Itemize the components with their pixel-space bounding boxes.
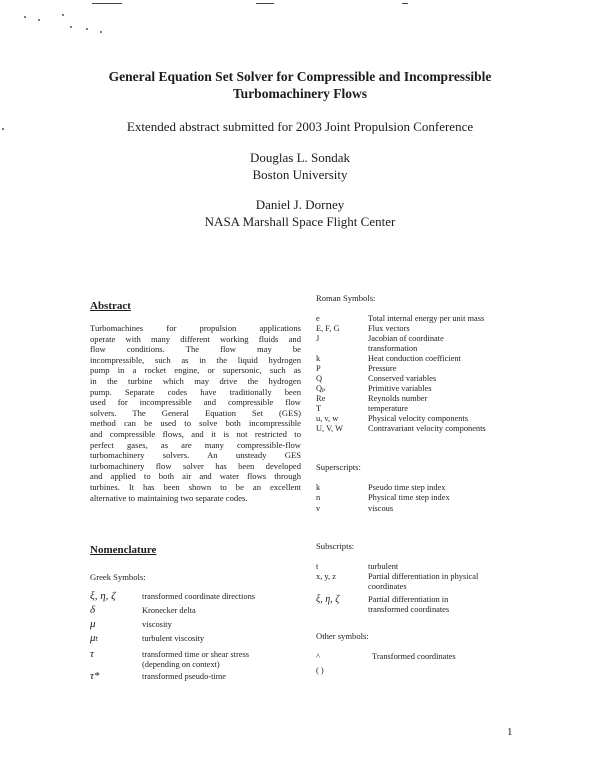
symbol: t	[316, 562, 319, 571]
definition-line: Kronecker delta	[142, 606, 196, 615]
symbol-definition	[368, 483, 445, 493]
abstract-line: in the turbine which may drive the hydrogen	[90, 375, 301, 386]
symbol-definition	[368, 314, 484, 324]
abstract-line: used for incompressible and compressible flow	[90, 397, 301, 408]
symbol-definition	[142, 592, 255, 602]
superscripts-list	[316, 483, 542, 523]
definition-line: transformation	[368, 343, 418, 353]
definition-line: Physical time step index	[368, 493, 450, 502]
definition-line: Pseudo time step index	[368, 483, 446, 492]
symbol: τ*	[90, 670, 100, 682]
abstract-heading: Abstract	[90, 300, 131, 312]
symbol-definition	[368, 394, 427, 404]
abstract-line: turbomachinery flow solver has been developed	[90, 460, 301, 471]
symbol-definition	[142, 620, 172, 630]
abstract-line: pump. Separate codes have traditionally been	[90, 386, 301, 397]
scan-artifact	[256, 3, 274, 4]
symbol-definition	[368, 364, 396, 374]
symbol-definition	[368, 504, 393, 514]
definition-line: Flux vectors	[368, 324, 410, 333]
symbol: ξ, η, ζ	[316, 594, 340, 605]
page-number: 1	[507, 726, 513, 738]
symbol: P	[316, 364, 321, 373]
abstract-line: turbines. It has been shown to be an excellent	[90, 481, 301, 492]
author-name: Douglas L. Sondak	[249, 150, 351, 165]
symbol: e	[316, 314, 320, 323]
title-line-2: Turbomachinery Flows	[232, 86, 368, 101]
symbol: x, y, z	[316, 572, 336, 581]
symbol: U, V, W	[316, 424, 343, 433]
scan-speck	[100, 31, 102, 33]
greek-symbols-list	[90, 592, 310, 732]
definition-line: transformed time or shear stress	[142, 650, 249, 659]
symbol-definition	[142, 606, 196, 616]
symbol-definition	[142, 650, 249, 669]
definition-line: Transformed coordinates	[372, 652, 456, 661]
author-name: Daniel J. Dorney	[255, 197, 345, 212]
symbol-definition	[372, 652, 456, 662]
symbol: μ	[90, 618, 96, 630]
other-symbols-label: Other symbols:	[316, 631, 369, 641]
abstract-line: operate with many different working fluids and	[90, 333, 301, 344]
symbol: E, F, G	[316, 324, 340, 333]
scan-speck	[62, 14, 64, 16]
scan-speck	[24, 16, 26, 18]
paper-subtitle: Extended abstract submitted for 2003 Joint Propulsion Conference	[126, 119, 474, 134]
subscripts-label: Subscripts:	[316, 541, 355, 551]
definition-line: turbulent viscosity	[142, 634, 205, 643]
superscripts-label: Superscripts:	[316, 462, 361, 472]
definition-line: Jacobian of coordinate	[368, 334, 444, 343]
symbol-definition	[368, 354, 461, 364]
definition-line: Contravariant velocity components	[368, 424, 486, 433]
abstract-line: solvers. The General Equation Set (GES)	[90, 407, 301, 418]
symbol: τ	[90, 648, 94, 660]
scan-speck	[38, 19, 40, 21]
symbol: Q	[316, 374, 323, 383]
definition-line: transformed coordinate directions	[142, 592, 256, 601]
definition-line: Total internal energy per unit mass	[368, 314, 485, 323]
other-symbols-list	[316, 652, 542, 682]
symbol: u, v, w	[316, 414, 339, 423]
symbol-definition	[368, 414, 468, 424]
symbol: ^	[316, 652, 320, 661]
definition-line: Heat conduction coefficient	[368, 354, 461, 363]
definition-line: Partial differentiation in	[368, 595, 449, 604]
abstract-line: flow conditions. The flow may be	[90, 344, 301, 355]
greek-symbols-label: Greek Symbols:	[90, 572, 146, 582]
paper-title	[0, 68, 600, 102]
symbol-definition	[368, 424, 486, 434]
symbol-definition	[368, 493, 450, 503]
symbol-definition	[368, 562, 398, 572]
symbol-definition	[368, 334, 444, 353]
symbol: Qₚ	[316, 384, 326, 393]
abstract-line: Turbomachines for propulsion applications	[90, 323, 301, 333]
symbol: ξ, η, ζ	[90, 590, 116, 602]
author-block-2	[0, 196, 600, 230]
definition-line: viscosity	[142, 620, 172, 629]
abstract-line: incompressible, such as in the liquid hydrogen	[90, 354, 301, 365]
subscripts-list	[316, 562, 542, 622]
definition-line: transformed coordinates	[368, 604, 450, 614]
definition-line: Partial differentiation in physical	[368, 572, 479, 581]
abstract-line: and compressible flows, and it is not restricted to	[90, 428, 301, 439]
abstract-body	[90, 323, 301, 503]
definition-line: Reynolds number	[368, 394, 428, 403]
symbol-definition	[142, 634, 204, 644]
definition-line: transformed pseudo-time	[142, 672, 226, 681]
symbol-definition	[368, 384, 432, 394]
roman-symbols-label: Roman Symbols:	[316, 293, 376, 303]
definition-line: viscous	[368, 504, 394, 513]
symbol-definition	[368, 374, 436, 384]
author-affiliation: Boston University	[252, 167, 348, 182]
symbol: k	[316, 354, 321, 363]
scan-artifact	[402, 3, 408, 4]
abstract-line: pump in a rocket engine, or supersonic, such as	[90, 365, 301, 376]
roman-symbols-list	[316, 314, 542, 448]
symbol: T	[316, 404, 322, 413]
nomenclature-heading: Nomenclature	[90, 544, 157, 556]
symbol: ( )	[316, 666, 324, 675]
definition-line: (depending on context)	[142, 659, 220, 669]
definition-line: Physical velocity components	[368, 414, 469, 423]
abstract-line: perfect gases, as are many compressible-flow	[90, 439, 301, 450]
definition-line: turbulent	[368, 562, 399, 571]
scan-speck	[70, 26, 72, 28]
author-block-1	[0, 149, 600, 183]
symbol: n	[316, 493, 321, 502]
definition-line: coordinates	[368, 581, 407, 591]
abstract-line: method can be used to solve both incompressible	[90, 418, 301, 429]
scan-artifact	[92, 3, 122, 4]
abstract-line: turbomachinery solvers. An unsteady GES	[90, 450, 301, 461]
symbol: J	[316, 334, 320, 343]
symbol: k	[316, 483, 321, 492]
author-affiliation: NASA Marshall Space Flight Center	[204, 214, 396, 229]
symbol-definition	[368, 404, 408, 414]
symbol: v	[316, 504, 321, 513]
title-line-1: General Equation Set Solver for Compressible and Incompressible	[108, 69, 492, 84]
abstract-line: alternative to maintaining two separate codes.	[90, 492, 248, 503]
definition-line: Pressure	[368, 364, 397, 373]
definition-line: Conserved variables	[368, 374, 437, 383]
symbol-definition	[368, 572, 478, 591]
symbol: δ	[90, 604, 96, 616]
symbol: Re	[316, 394, 326, 403]
symbol-definition	[142, 672, 226, 682]
symbol-definition	[368, 324, 410, 334]
abstract-line: and applied to both air and water flows through	[90, 471, 301, 482]
definition-line: temperature	[368, 404, 408, 413]
definition-line: Primitive variables	[368, 384, 432, 393]
symbol-definition	[368, 595, 449, 614]
scan-speck	[86, 28, 88, 30]
symbol: μₜ	[90, 632, 99, 644]
